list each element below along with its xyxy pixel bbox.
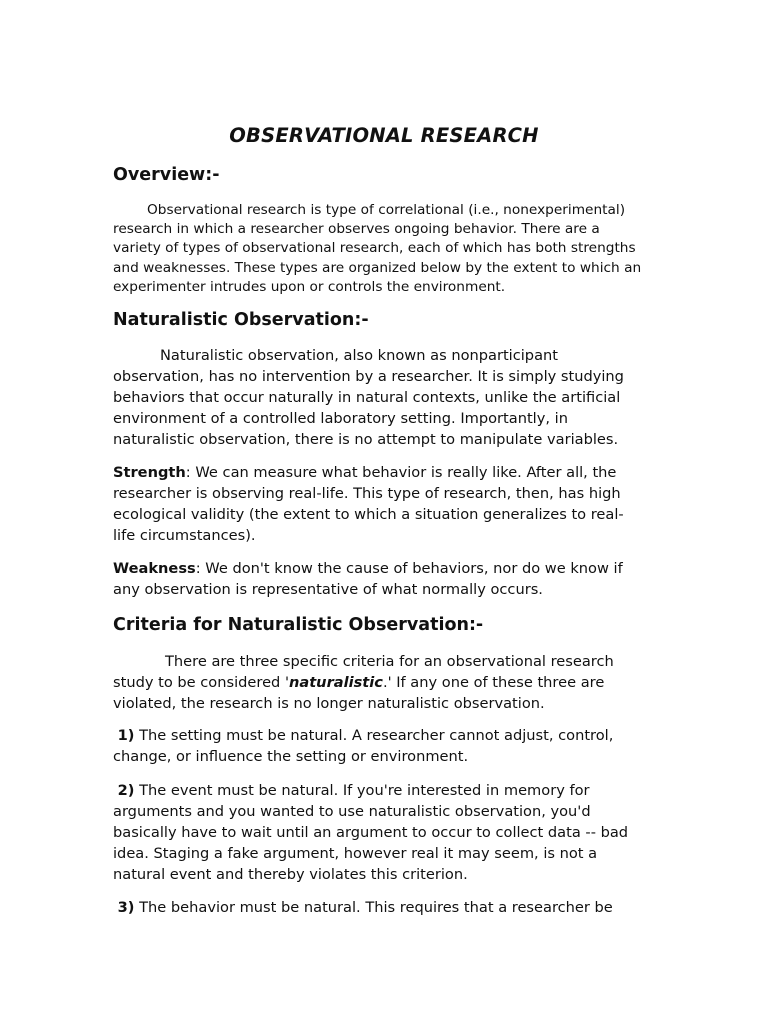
criteria-intro-text: .' If any one of these three are (382, 673, 605, 691)
criteria-heading: Criteria for Naturalistic Observation:- (113, 615, 484, 635)
criteria-intro-line (113, 673, 653, 694)
overview-line: research in which a researcher observes ongoing behavior. There are a (113, 221, 600, 238)
overview-line: Observational research is type of correlational (i.e., nonexperimental) (147, 202, 626, 218)
criteria-item-number: 1) (117, 727, 135, 744)
overview-line: and weaknesses. These types are organized below by the extent to which an (113, 259, 642, 276)
criteria-intro-line: There are three specific criteria for an observational research (165, 653, 614, 670)
strength-line: life circumstances). (113, 526, 256, 544)
criteria-item-line: basically have to wait until an argument to occur to collect data -- bad (113, 823, 629, 841)
criteria-item-line: change, or influence the setting or environment. (113, 747, 469, 765)
weakness-text: : We don't know the cause of behaviors, nor do we know if (195, 560, 623, 577)
strength-text: : We can measure what behavior is really like. After all, the (185, 464, 617, 481)
weakness-line (113, 559, 653, 580)
criteria-item-number: 3) (117, 899, 135, 916)
criteria-intro-text: study to be considered ' (113, 673, 289, 691)
criteria-item-number: 2) (117, 782, 135, 799)
weakness-paragraph (113, 559, 653, 601)
naturalistic-emphasis: naturalistic (288, 673, 383, 691)
document-title: OBSERVATIONAL RESEARCH (229, 124, 539, 147)
strength-line: ecological validity (the extent to which a situation generalizes to real- (113, 505, 624, 523)
criteria-item-line (113, 726, 653, 747)
criteria-intro-line: violated, the research is no longer naturalistic observation. (113, 694, 545, 712)
overview-line: variety of types of observational research, each of which has both strengths (113, 240, 636, 257)
naturalistic-line: behaviors that occur naturally in natural contexts, unlike the artificial (113, 388, 621, 406)
weakness-label: Weakness (113, 560, 196, 577)
criteria-item-3 (113, 898, 653, 919)
strength-line: researcher is observing real-life. This type of research, then, has high (113, 484, 621, 502)
criteria-item-text: The event must be natural. If you're interested in memory for (134, 782, 590, 799)
naturalistic-line: environment of a controlled laboratory setting. Importantly, in (113, 409, 568, 427)
criteria-intro-paragraph (113, 652, 653, 715)
overview-paragraph (113, 201, 653, 297)
criteria-item-line: idea. Staging a fake argument, however real it may seem, is not a (113, 844, 598, 862)
overview-heading: Overview:- (113, 165, 220, 185)
criteria-item-2 (113, 781, 653, 886)
strength-paragraph (113, 463, 653, 547)
criteria-item-line (113, 781, 653, 802)
naturalistic-heading: Naturalistic Observation:- (113, 310, 369, 330)
criteria-item-1 (113, 726, 653, 768)
criteria-item-text: The setting must be natural. A researcher cannot adjust, control, (134, 727, 614, 744)
strength-line (113, 463, 653, 484)
criteria-item-line: arguments and you wanted to use naturalistic observation, you'd (113, 802, 591, 820)
naturalistic-line: observation, has no intervention by a researcher. It is simply studying (113, 367, 624, 385)
naturalistic-line: Naturalistic observation, also known as nonparticipant (160, 347, 558, 364)
criteria-item-line: natural event and thereby violates this criterion. (113, 865, 468, 883)
naturalistic-line: naturalistic observation, there is no attempt to manipulate variables. (113, 430, 619, 448)
naturalistic-paragraph (113, 346, 653, 451)
criteria-item-text: The behavior must be natural. This requires that a researcher be (134, 899, 613, 916)
criteria-item-line (113, 898, 653, 919)
strength-label: Strength (113, 464, 186, 481)
weakness-line: any observation is representative of what normally occurs. (113, 580, 543, 598)
overview-line: experimenter intrudes upon or controls the environment. (113, 278, 506, 295)
